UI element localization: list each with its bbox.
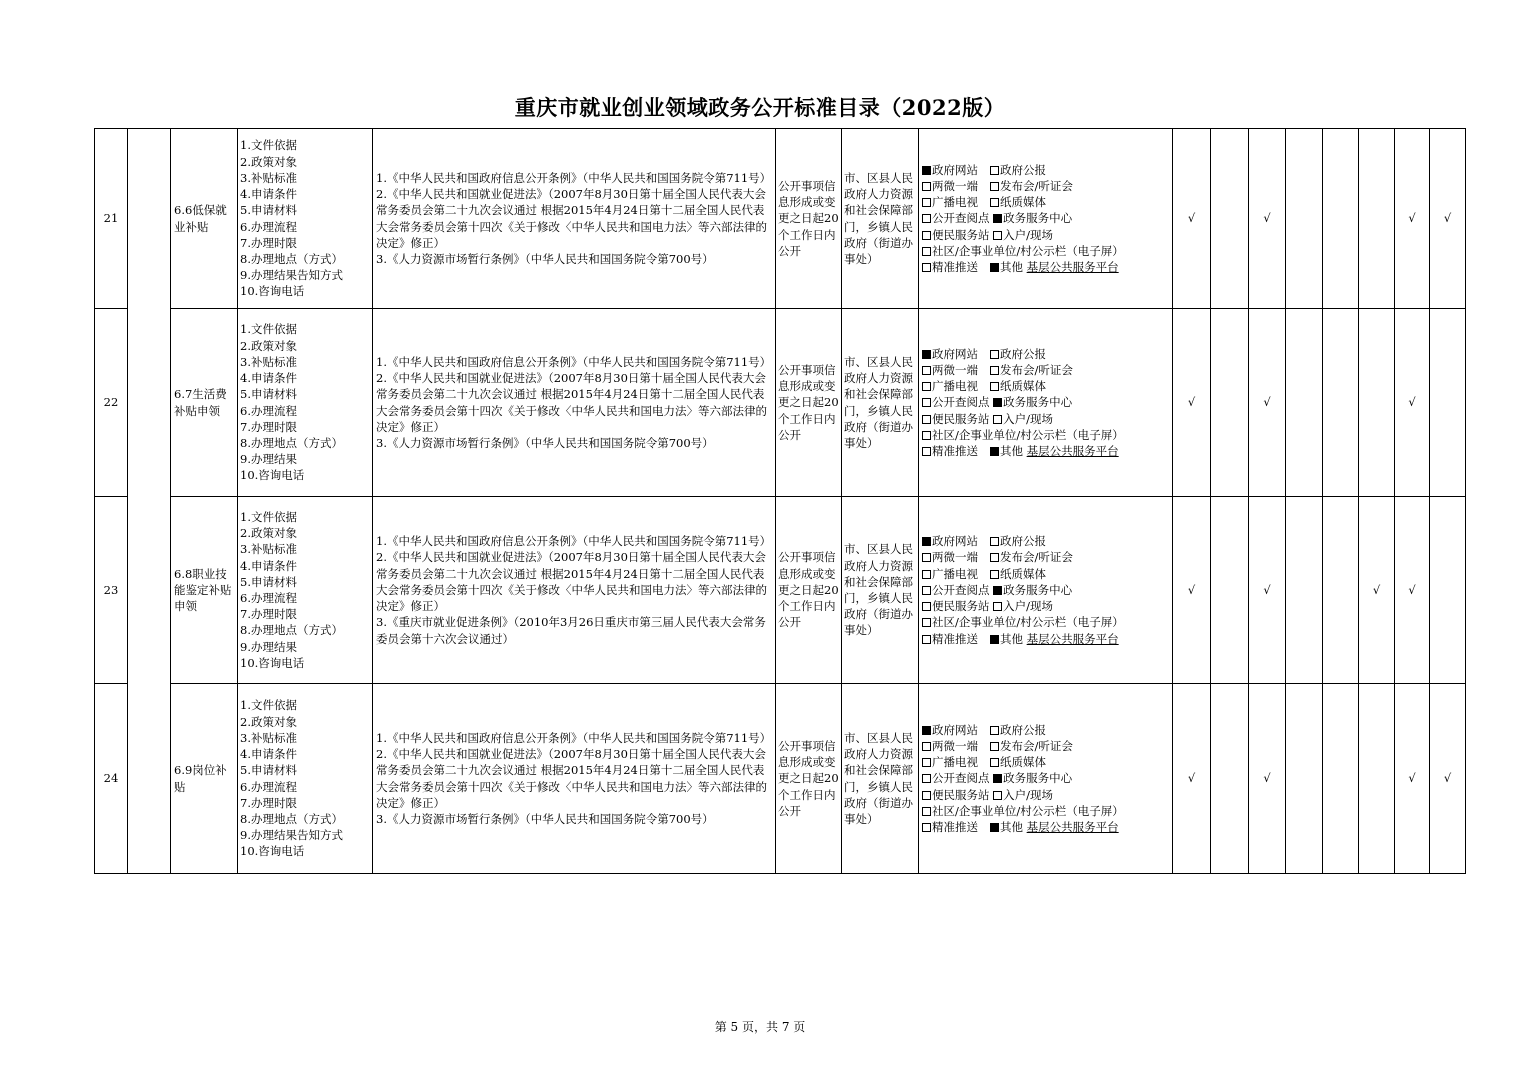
- check-cell: √: [1249, 309, 1286, 497]
- empty-box-icon: [922, 823, 931, 832]
- check-cell: [1286, 309, 1323, 497]
- checked-box-icon: [922, 350, 931, 359]
- channel-label: 政务服务中心: [1003, 211, 1073, 226]
- check-cell: [1359, 309, 1395, 497]
- channel-label: 政府公报: [1000, 534, 1046, 549]
- content-entry: 7.办理时限: [240, 607, 297, 622]
- check-cell: [1323, 309, 1359, 497]
- channel-label: 其他: [1000, 631, 1023, 646]
- empty-box-icon: [993, 415, 1002, 424]
- channel-list: [919, 309, 1173, 497]
- empty-box-icon: [993, 791, 1002, 800]
- basis-list: [373, 497, 776, 684]
- check-cell: [1323, 497, 1359, 684]
- channel-label: 两微一端: [932, 178, 978, 193]
- channel-label: 入户/现场: [1003, 227, 1054, 242]
- content-entry: 6.办理流程: [240, 779, 297, 794]
- channel-label: 便民服务站: [932, 411, 990, 426]
- item-name: 6.7生活费补贴申领: [171, 309, 238, 497]
- content-entry: 10.咨询电话: [240, 284, 305, 299]
- content-entry: 10.咨询电话: [240, 655, 305, 670]
- basis-entry: 3.《人力资源市场暂行条例》（中华人民共和国国务院令第700号）: [376, 435, 714, 450]
- empty-box-icon: [990, 570, 999, 579]
- check-cell: [1286, 684, 1323, 874]
- content-entry: 4.申请条件: [240, 558, 297, 573]
- channel-label: 精准推送: [932, 631, 978, 646]
- channel-label: 纸质媒体: [1000, 195, 1046, 210]
- empty-box-icon: [922, 431, 931, 440]
- check-cell: [1430, 309, 1466, 497]
- row-number: 22: [95, 309, 128, 497]
- basis-entry: 3.《重庆市就业促进条例》（2010年3月26日重庆市第三届人民代表大会常务委员会第十六次会议通过）: [376, 615, 766, 646]
- content-entry: 3.补贴标准: [240, 730, 297, 745]
- other-channel-label: 基层公共服务平台: [1026, 631, 1119, 646]
- basis-entry: 1.《中华人民共和国政府信息公开条例》（中华人民共和国国务院令第711号）: [376, 354, 772, 369]
- channel-label: 其他: [1000, 820, 1023, 834]
- empty-box-icon: [990, 382, 999, 391]
- channel-label: 其他: [1000, 444, 1023, 458]
- empty-box-icon: [990, 537, 999, 546]
- check-cell: √: [1359, 497, 1395, 684]
- channel-label: 政府网站: [932, 722, 978, 737]
- content-entry: 9.办理结果: [240, 639, 297, 654]
- content-entry: 3.补贴标准: [240, 170, 297, 185]
- check-cell: √: [1430, 684, 1466, 874]
- content-entry: 4.申请条件: [240, 747, 297, 762]
- other-channel-label: 基层公共服务平台: [1026, 260, 1119, 274]
- checked-box-icon: [922, 537, 931, 546]
- empty-box-icon: [922, 570, 931, 579]
- empty-box-icon: [922, 807, 931, 816]
- basis-entry: 1.《中华人民共和国政府信息公开条例》（中华人民共和国国务院令第711号）: [376, 534, 772, 549]
- content-list: [238, 129, 373, 309]
- channel-label: 便民服务站: [932, 599, 990, 614]
- content-entry: 9.办理结果: [240, 452, 297, 467]
- content-entry: 2.政策对象: [240, 714, 297, 729]
- check-cell: √: [1430, 129, 1466, 309]
- empty-box-icon: [990, 166, 999, 175]
- channel-label: 政府公报: [1000, 722, 1046, 737]
- channel-label: 政府网站: [932, 534, 978, 549]
- disclosure-subject: 市、区县人民政府人力资源和社会保障部门，乡镇人民政府（街道办事处）: [842, 497, 919, 684]
- table-body: [95, 129, 1466, 874]
- checked-box-icon: [990, 447, 999, 456]
- channel-label: 两微一端: [932, 738, 978, 753]
- content-entry: 9.办理结果告知方式: [240, 828, 343, 843]
- table-row: [95, 497, 1466, 684]
- content-entry: 6.办理流程: [240, 403, 297, 418]
- checked-box-icon: [990, 823, 999, 832]
- check-cell: [1359, 129, 1395, 309]
- content-entry: 8.办理地点（方式）: [240, 435, 343, 450]
- content-list: [238, 309, 373, 497]
- content-list: [238, 497, 373, 684]
- empty-box-icon: [922, 602, 931, 611]
- basis-entry: 2.《中华人民共和国就业促进法》（2007年8月30日第十届全国人民代表大会常务委员会第二十九次会议通过 根据2015年4月24日第十二届全国人民代表大会常务委员会第十四次《关于修改〈中华人民共和国电力法〉等六部法律的决定》修正）: [376, 550, 767, 614]
- channel-label: 入户/现场: [1003, 787, 1054, 802]
- checked-box-icon: [993, 398, 1002, 407]
- channel-label: 政务服务中心: [1003, 771, 1073, 786]
- channel-list: [919, 684, 1173, 874]
- empty-box-icon: [922, 742, 931, 751]
- empty-box-icon: [922, 447, 931, 456]
- check-cell: √: [1395, 497, 1430, 684]
- channel-label: 广播电视: [932, 195, 978, 210]
- content-entry: 6.办理流程: [240, 591, 297, 605]
- checked-box-icon: [993, 774, 1002, 783]
- empty-box-icon: [922, 231, 931, 240]
- channel-label: 纸质媒体: [1000, 379, 1046, 394]
- empty-box-icon: [990, 553, 999, 562]
- empty-box-icon: [993, 602, 1002, 611]
- content-entry: 1.文件依据: [240, 509, 297, 524]
- channel-list: [919, 129, 1173, 309]
- disclosure-time: 公开事项信息形成或变更之日起20个工作日内公开: [776, 497, 842, 684]
- empty-box-icon: [922, 247, 931, 256]
- check-cell: [1211, 309, 1249, 497]
- channel-label: 社区/企事业单位/村公示栏（电子屏）: [932, 615, 1124, 630]
- empty-box-icon: [990, 198, 999, 207]
- item-name: 6.6低保就业补贴: [171, 129, 238, 309]
- check-cell: √: [1173, 497, 1211, 684]
- basis-entry: 3.《人力资源市场暂行条例》（中华人民共和国国务院令第700号）: [376, 811, 714, 826]
- channel-label: 公开查阅点: [932, 211, 990, 226]
- channel-label: 社区/企事业单位/村公示栏（电子屏）: [932, 803, 1124, 818]
- check-cell: √: [1173, 309, 1211, 497]
- basis-entry: 1.《中华人民共和国政府信息公开条例》（中华人民共和国国务院令第711号）: [376, 170, 772, 185]
- empty-box-icon: [922, 553, 931, 562]
- empty-box-icon: [990, 742, 999, 751]
- content-list: [238, 684, 373, 874]
- content-entry: 1.文件依据: [240, 322, 297, 337]
- content-entry: 2.政策对象: [240, 154, 297, 169]
- content-entry: 10.咨询电话: [240, 468, 305, 483]
- page-footer: 第 5 页，共 7 页: [714, 1020, 806, 1034]
- content-entry: 2.政策对象: [240, 338, 297, 353]
- channel-label: 公开查阅点: [932, 582, 990, 597]
- channel-label: 政府网站: [932, 346, 978, 361]
- channel-label: 社区/企事业单位/村公示栏（电子屏）: [932, 427, 1124, 442]
- check-cell: √: [1173, 684, 1211, 874]
- check-cell: [1286, 129, 1323, 309]
- catalog-table: [94, 128, 1466, 874]
- content-entry: 9.办理结果告知方式: [240, 268, 343, 283]
- other-channel-label: 基层公共服务平台: [1026, 444, 1119, 458]
- empty-box-icon: [922, 214, 931, 223]
- checked-box-icon: [990, 263, 999, 272]
- category-cell: [128, 129, 171, 874]
- disclosure-subject: 市、区县人民政府人力资源和社会保障部门，乡镇人民政府（街道办事处）: [842, 684, 919, 874]
- table-row: [95, 129, 1466, 309]
- document-title: 重庆市就业创业领域政务公开标准目录（2022版）: [514, 95, 1006, 120]
- check-cell: √: [1249, 497, 1286, 684]
- empty-box-icon: [922, 398, 931, 407]
- content-entry: 7.办理时限: [240, 235, 297, 250]
- content-entry: 1.文件依据: [240, 138, 297, 153]
- basis-list: [373, 684, 776, 874]
- content-entry: 3.补贴标准: [240, 354, 297, 369]
- row-number: 24: [95, 684, 128, 874]
- channel-label: 两微一端: [932, 550, 978, 565]
- channel-label: 其他: [1000, 260, 1023, 274]
- checked-box-icon: [922, 166, 931, 175]
- channel-label: 公开查阅点: [932, 771, 990, 786]
- content-entry: 2.政策对象: [240, 526, 297, 541]
- table-row: [95, 684, 1466, 874]
- channel-label: 政务服务中心: [1003, 582, 1073, 597]
- empty-box-icon: [922, 774, 931, 783]
- channel-label: 发布会/听证会: [1000, 178, 1073, 193]
- row-number: 21: [95, 129, 128, 309]
- channel-label: 广播电视: [932, 566, 978, 581]
- empty-box-icon: [922, 415, 931, 424]
- empty-box-icon: [922, 618, 931, 627]
- channel-label: 纸质媒体: [1000, 566, 1046, 581]
- content-entry: 4.申请条件: [240, 187, 297, 202]
- channel-label: 政务服务中心: [1003, 395, 1073, 410]
- channel-label: 两微一端: [932, 362, 978, 377]
- disclosure-time: 公开事项信息形成或变更之日起20个工作日内公开: [776, 684, 842, 874]
- empty-box-icon: [922, 366, 931, 375]
- basis-list: [373, 129, 776, 309]
- checked-box-icon: [922, 726, 931, 735]
- check-cell: [1323, 684, 1359, 874]
- disclosure-time: 公开事项信息形成或变更之日起20个工作日内公开: [776, 129, 842, 309]
- check-cell: √: [1249, 129, 1286, 309]
- channel-label: 发布会/听证会: [1000, 550, 1073, 565]
- content-entry: 7.办理时限: [240, 795, 297, 810]
- empty-box-icon: [922, 635, 931, 644]
- empty-box-icon: [993, 231, 1002, 240]
- content-entry: 4.申请条件: [240, 371, 297, 386]
- empty-box-icon: [922, 382, 931, 391]
- channel-label: 政府网站: [932, 162, 978, 177]
- content-entry: 5.申请材料: [240, 387, 297, 402]
- checked-box-icon: [993, 586, 1002, 595]
- content-entry: 1.文件依据: [240, 698, 297, 713]
- content-entry: 6.办理流程: [240, 219, 297, 234]
- check-cell: [1430, 497, 1466, 684]
- empty-box-icon: [990, 366, 999, 375]
- table-row: [95, 309, 1466, 497]
- channel-label: 政府公报: [1000, 346, 1046, 361]
- basis-list: [373, 309, 776, 497]
- check-cell: √: [1173, 129, 1211, 309]
- content-entry: 8.办理地点（方式）: [240, 623, 343, 638]
- checked-box-icon: [990, 635, 999, 644]
- channel-label: 便民服务站: [932, 787, 990, 802]
- channel-label: 广播电视: [932, 755, 978, 770]
- check-cell: [1211, 129, 1249, 309]
- check-cell: [1211, 684, 1249, 874]
- check-cell: [1323, 129, 1359, 309]
- channel-label: 便民服务站: [932, 227, 990, 242]
- disclosure-time: 公开事项信息形成或变更之日起20个工作日内公开: [776, 309, 842, 497]
- channel-label: 发布会/听证会: [1000, 738, 1073, 753]
- empty-box-icon: [990, 350, 999, 359]
- channel-list: [919, 497, 1173, 684]
- basis-entry: 2.《中华人民共和国就业促进法》（2007年8月30日第十届全国人民代表大会常务委员会第二十九次会议通过 根据2015年4月24日第十二届全国人民代表大会常务委员会第十四次《关于修改〈中华人民共和国电力法〉等六部法律的决定》修正）: [376, 747, 767, 810]
- check-cell: √: [1395, 129, 1430, 309]
- basis-entry: 3.《人力资源市场暂行条例》（中华人民共和国国务院令第700号）: [376, 251, 714, 266]
- check-cell: [1286, 497, 1323, 684]
- channel-label: 政府公报: [1000, 162, 1046, 177]
- checked-box-icon: [993, 214, 1002, 223]
- channel-label: 精准推送: [932, 444, 978, 458]
- empty-box-icon: [922, 586, 931, 595]
- disclosure-subject: 市、区县人民政府人力资源和社会保障部门，乡镇人民政府（街道办事处）: [842, 129, 919, 309]
- empty-box-icon: [922, 198, 931, 207]
- channel-label: 社区/企事业单位/村公示栏（电子屏）: [932, 243, 1124, 258]
- content-entry: 5.申请材料: [240, 763, 297, 778]
- empty-box-icon: [922, 182, 931, 191]
- empty-box-icon: [922, 758, 931, 767]
- empty-box-icon: [990, 758, 999, 767]
- empty-box-icon: [990, 726, 999, 735]
- basis-entry: 2.《中华人民共和国就业促进法》（2007年8月30日第十届全国人民代表大会常务委员会第二十九次会议通过 根据2015年4月24日第十二届全国人民代表大会常务委员会第十四次《关于修改〈中华人民共和国电力法〉等六部法律的决定》修正）: [376, 371, 767, 434]
- content-entry: 5.申请材料: [240, 574, 297, 589]
- check-cell: √: [1395, 309, 1430, 497]
- channel-label: 精准推送: [932, 820, 978, 834]
- content-entry: 8.办理地点（方式）: [240, 251, 343, 266]
- row-number: 23: [95, 497, 128, 684]
- item-name: 6.9岗位补贴: [171, 684, 238, 874]
- check-cell: √: [1249, 684, 1286, 874]
- check-cell: [1359, 684, 1395, 874]
- channel-label: 入户/现场: [1003, 411, 1054, 426]
- content-entry: 3.补贴标准: [240, 542, 297, 557]
- disclosure-subject: 市、区县人民政府人力资源和社会保障部门，乡镇人民政府（街道办事处）: [842, 309, 919, 497]
- empty-box-icon: [922, 263, 931, 272]
- empty-box-icon: [990, 182, 999, 191]
- content-entry: 10.咨询电话: [240, 844, 305, 859]
- channel-label: 精准推送: [932, 260, 978, 274]
- content-entry: 5.申请材料: [240, 203, 297, 218]
- content-entry: 7.办理时限: [240, 419, 297, 434]
- basis-entry: 1.《中华人民共和国政府信息公开条例》（中华人民共和国国务院令第711号）: [376, 730, 772, 745]
- basis-entry: 2.《中华人民共和国就业促进法》（2007年8月30日第十届全国人民代表大会常务委员会第二十九次会议通过 根据2015年4月24日第十二届全国人民代表大会常务委员会第十四次《关于修改〈中华人民共和国电力法〉等六部法律的决定》修正）: [376, 187, 767, 250]
- item-name: 6.8职业技能鉴定补贴申领: [171, 497, 238, 684]
- check-cell: √: [1395, 684, 1430, 874]
- channel-label: 广播电视: [932, 379, 978, 394]
- channel-label: 发布会/听证会: [1000, 362, 1073, 377]
- channel-label: 公开查阅点: [932, 395, 990, 410]
- content-entry: 8.办理地点（方式）: [240, 811, 343, 826]
- channel-label: 纸质媒体: [1000, 755, 1046, 770]
- check-cell: [1211, 497, 1249, 684]
- other-channel-label: 基层公共服务平台: [1026, 820, 1119, 834]
- empty-box-icon: [922, 791, 931, 800]
- channel-label: 入户/现场: [1003, 599, 1054, 614]
